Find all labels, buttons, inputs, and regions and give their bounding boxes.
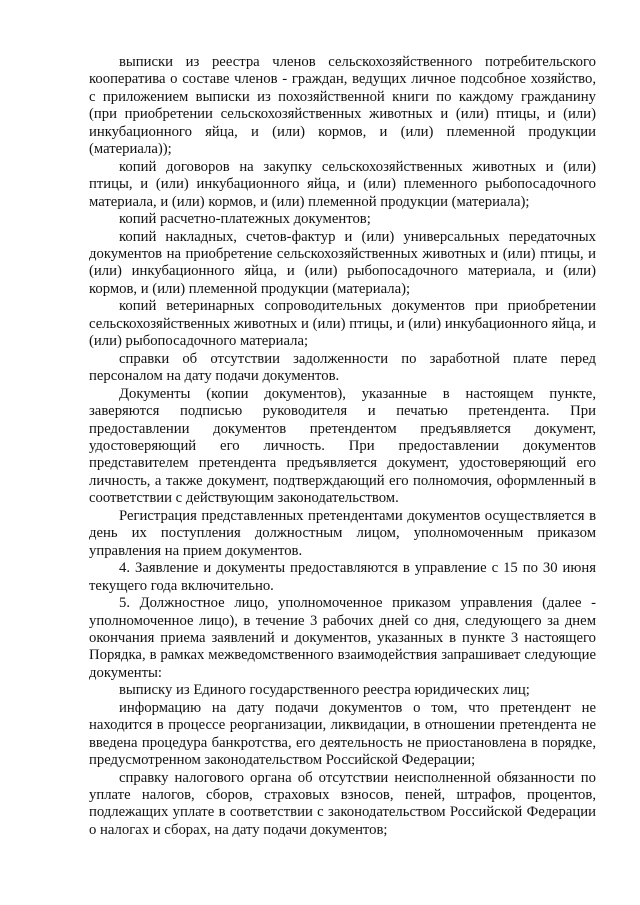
paragraph-registration: Регистрация представленных претендентами документов осуществляется в день их поступления должностным лицом, уполномоченным приказом управления на прием документов. [89,507,596,559]
paragraph-salary-debt-certificate: справки об отсутствии задолженности по заработной плате перед персоналом на дату подачи документов. [89,350,596,385]
paragraph-item-5: 5. Должностное лицо, уполномоченное приказом управления (далее - уполномоченное лицо), в течение 3 рабочих дней со дня, следующего за днем окончания приема заявлений и документов, указанных в пункте 3 настоящего Порядка, в рамках межведомственного взаимодействия запрашивает следующие документы: [89,595,596,681]
paragraph-document-certification: Документы (копии документов), указанные в настоящем пункте, заверяются подписью руководителя и печатью претендента. При предоставлении документов претендентом предъявляется документ, удостоверяющий его личность. При предоставлении документов представителем претендента предъявляется документ, удостоверяющий его личность, а также документ, подтверждающий его полномочия, оформленный в соответствии с действующим законодательством. [89,385,596,507]
paragraph-item-4: 4. Заявление и документы предоставляются в управление с 15 по 30 июня текущего года включительно. [89,560,596,594]
paragraph-tax-certificate: справку налогового органа об отсутствии неисполненной обязанности по уплате налогов, сборов, страховых взносов, пеней, штрафов, процентов, подлежащих уплате в соответствии с законодательством Российской Федерации о налогах и сборах, на дату подачи документов; [89,769,596,838]
paragraph-veterinary-documents: копий ветеринарных сопроводительных документов при приобретении сельскохозяйственных животных и (или) птицы, и (или) инкубационного яйца, и (или) рыбопосадочного материала; [89,298,596,350]
paragraph-egrul-extract: выписку из Единого государственного реестра юридических лиц; [119,682,530,699]
paragraph-reorganization-info: информацию на дату подачи документов о том, что претендент не находится в процессе реорганизации, ликвидации, в отношении претендента не введена процедура банкротства, его деятельность не приостановлена в порядке, предусмотренном законодательством Российской Федерации; [89,699,596,769]
paragraph-cooperative-extract: выписки из реестра членов сельскохозяйственного потребительского кооператива о составе членов - граждан, ведущих личное подсобное хозяйство, с приложением выписки из похозяйственной книги по каждому гражданину (при приобретении сельскохозяйственных животных и (или) птицы, и (или) инкубационного яйца, и (или) кормов, и (или) племенной продукции (материала)); [89,54,596,158]
paragraph-invoices: копий накладных, счетов-фактур и (или) универсальных передаточных документов на приобретение сельскохозяйственных животных и (или) птицы, и (или) инкубационного яйца, и (или) рыбопосадочного материала, и (или) кормов, и (или) племенной продукции (материала); [89,228,596,297]
document-body [89,54,596,839]
paragraph-payment-documents: копий расчетно-платежных документов; [119,211,371,228]
paragraph-purchase-contracts: копий договоров на закупку сельскохозяйственных животных и (или) птицы, и (или) инкубационного яйца, и (или) племенного рыбопосадочного материала, и (или) кормов, и (или) племенной продукции (материала); [89,158,596,210]
